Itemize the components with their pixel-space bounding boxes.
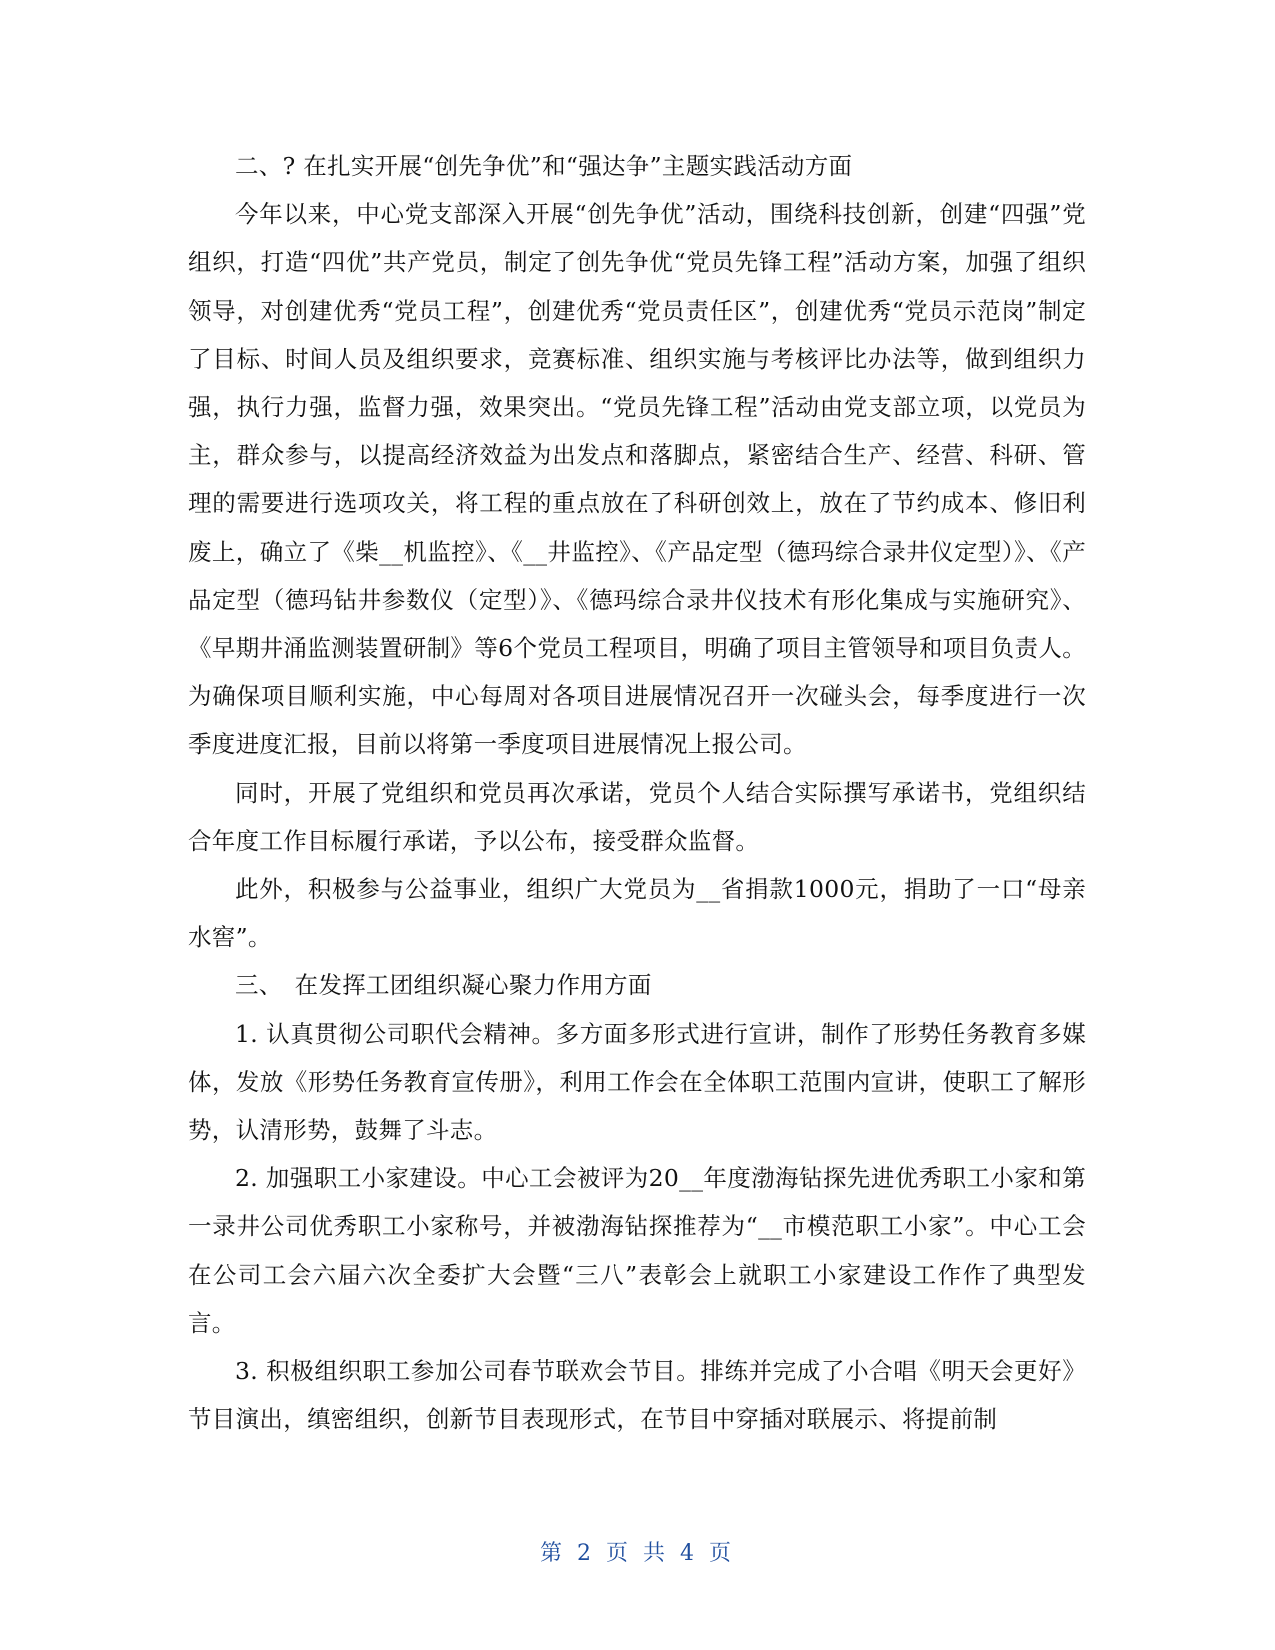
- section-heading-three: 三、 在发挥工团组织凝心聚力作用方面: [235, 971, 652, 1000]
- body-paragraph: 此外，积极参与公益事业，组织广大党员为__省捐款1000元，捐助了一口“母亲水窖”。: [188, 875, 1086, 952]
- body-paragraph: 今年以来，中心党支部深入开展“创先争优”活动，围绕科技创新，创建“四强”党组织，打造“四优”共产党员，制定了创先争优“党员先锋工程”活动方案，加强了组织领导，对创建优秀“党员工程”，创建优秀“党员责任区”，创建优秀“党员示范岗”制定了目标、时间人员及组织要求，竞赛标准、组织实施与考核评比办法等，做到组织力强，执行力强，监督力强，效果突出。“党员先锋工程”活动由党支部立项，以党员为主，群众参与，以提高经济效益为出发点和落脚点，紧密结合生产、经营、科研、管理的需要进行选项攻关，将工程的重点放在了科研创效上，放在了节约成本、修旧利废上，确立了《柴__机监控》、《__井监控》、《产品定型（德玛综合录井仪定型）》、《产品定型（德玛钻井参数仪（定型）》、《德玛综合录井仪技术有形化集成与实施研究》、《早期井涌监测装置研制》等6个党员工程项目，明确了项目主管领导和项目负责人。为确保项目顺利实施，中心每周对各项目进展情况召开一次碰头会，每季度进行一次季度进度汇报，目前以将第一季度项目进展情况上报公司。: [188, 200, 1086, 759]
- list-item-paragraph: 2. 加强职工小家建设。中心工会被评为20__年度渤海钻探先进优秀职工小家和第一录井公司优秀职工小家称号，并被渤海钻探推荐为“__市模范职工小家”。中心工会在公司工会六届六次全委扩大会暨“三八”表彰会上就职工小家建设工作作了典型发言。: [188, 1164, 1086, 1337]
- list-item-paragraph: 3. 积极组织职工参加公司春节联欢会节目。排练并完成了小合唱《明天会更好》节目演出，缜密组织，创新节目表现形式，在节目中穿插对联展示、将提前制: [188, 1357, 1086, 1434]
- list-item-paragraph: 1. 认真贯彻公司职代会精神。多方面多形式进行宣讲，制作了形势任务教育多媒体，发放《形势任务教育宣传册》，利用工作会在全体职工范围内宣讲，使职工了解形势，认清形势，鼓舞了斗志。: [188, 1019, 1086, 1145]
- document-body: [188, 142, 1086, 1443]
- body-paragraph: 同时，开展了党组织和党员再次承诺，党员个人结合实际撰写承诺书，党组织结合年度工作目标履行承诺，予以公布，接受群众监督。: [188, 778, 1086, 855]
- section-heading-two: 二、? 在扎实开展“创先争优”和“强达争”主题实践活动方面: [235, 152, 853, 180]
- page-number-footer: 第 2 页 共 4 页: [540, 1541, 735, 1566]
